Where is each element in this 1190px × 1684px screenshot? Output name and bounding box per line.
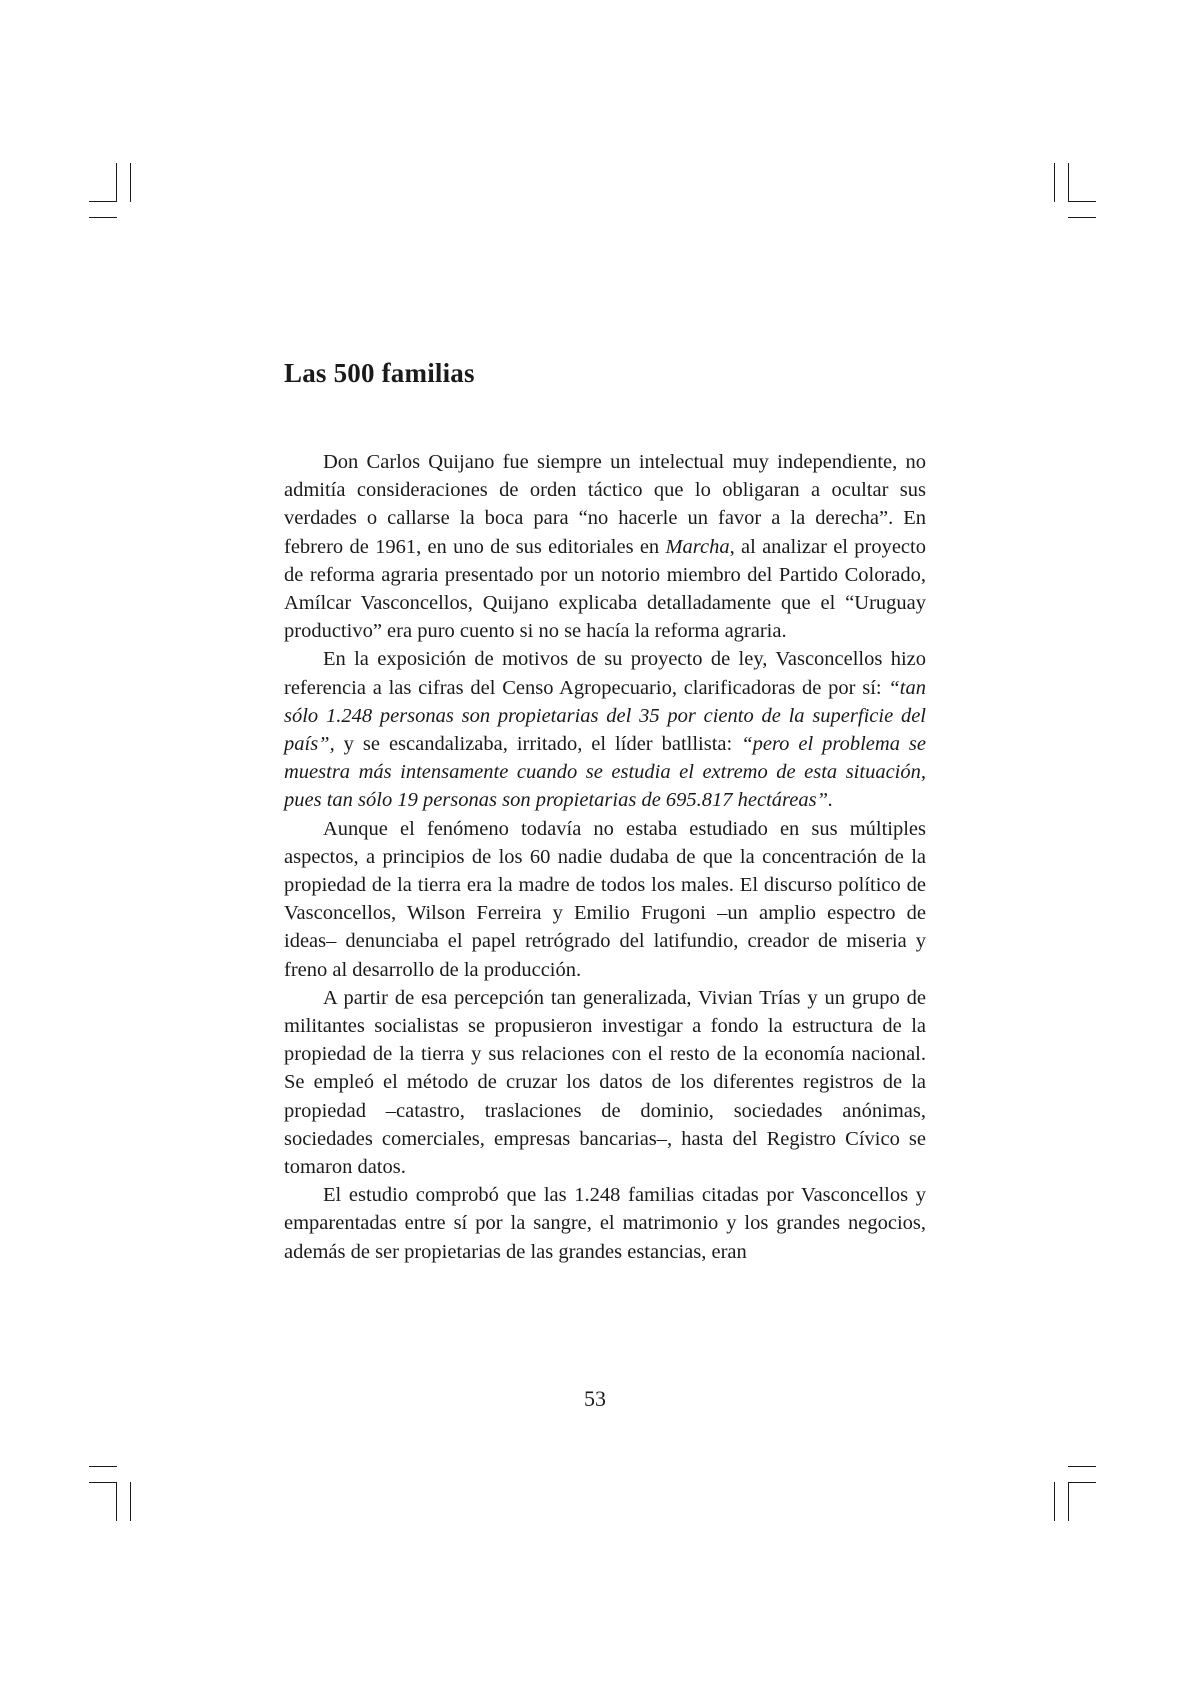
- crop-mark: [89, 1466, 117, 1467]
- text-segment: El estudio comprobó que las 1.248 familias citadas por Vasconcellos y emparentadas entre sí por la sangre, el matrimonio y los grandes negocios, además de ser propietarias de las grandes estancias, eran: [284, 1184, 926, 1263]
- italic-text: “tan sólo 1.248 personas son propietarias del 35 por ciento de la superficie del país”,: [284, 676, 926, 756]
- crop-mark: [1054, 1482, 1055, 1521]
- chapter-title: Las 500 familias: [284, 358, 475, 388]
- text-segment: En la exposición de motivos de su proyecto de ley, Vasconcellos hizo referencia a las cifras del Censo Agropecuario, clarificadoras de por sí:: [284, 648, 926, 699]
- crop-mark: [1068, 217, 1096, 218]
- crop-mark: [1068, 1482, 1096, 1483]
- crop-mark: [1068, 201, 1096, 202]
- crop-mark: [116, 163, 117, 202]
- text-segment: Don Carlos Quijano fue siempre un intelectual muy independiente, no admitía consideraciones de orden táctico que lo obligaran a ocultar sus verdades o callarse la boca para “no hacerle un favor a la derecha”. En febrero de 1961, en uno de sus editoriales en: [284, 451, 926, 558]
- italic-text: “pero el problema se muestra más intensamente cuando se estudia el extremo de esta situación, pues tan sólo 19 personas son propietarias de 695.817 hectáreas”.: [284, 733, 927, 812]
- body-text: [284, 448, 926, 1266]
- crop-mark: [89, 1482, 117, 1483]
- crop-mark: [116, 1482, 117, 1521]
- paragraph: [284, 1181, 926, 1266]
- text-segment: y se escandalizaba, irritado, el líder batllista:: [334, 733, 742, 756]
- page-number: 53: [584, 1386, 606, 1411]
- paragraph: [284, 645, 926, 814]
- paragraph: [284, 448, 926, 645]
- paragraph: [284, 815, 926, 984]
- crop-mark: [1068, 1482, 1069, 1521]
- paragraph: [284, 984, 926, 1181]
- crop-mark: [130, 163, 131, 202]
- text-segment: Aunque el fenómeno todavía no estaba estudiado en sus múltiples aspectos, a principios de los 60 nadie dudaba de que la concentración de la propiedad de la tierra era la madre de todos los males. El discurso político de Vasconcellos, Wilson Ferreira y Emilio Frugoni –un amplio espectro de ideas– denunciaba el papel retrógrado del latifundio, creador de miseria y freno al desarrollo de la producción.: [284, 817, 926, 981]
- crop-mark: [89, 217, 117, 218]
- crop-mark: [1054, 163, 1055, 202]
- crop-mark: [130, 1482, 131, 1521]
- text-segment: , al analizar el proyecto de reforma agraria presentado por un notorio miembro del Partido Colorado, Amílcar Vasconcellos, Quijano explicaba detalladamente que el “Uruguay productivo” era puro cuento si no se hacía la reforma agraria.: [284, 535, 926, 643]
- crop-mark: [1068, 163, 1069, 202]
- italic-text: Marcha: [665, 535, 730, 558]
- crop-mark: [1068, 1466, 1096, 1467]
- text-segment: A partir de esa percepción tan generalizada, Vivian Trías y un grupo de militantes socialistas se propusieron investigar a fondo la estructura de la propiedad de la tierra y sus relaciones con el resto de la economía nacional. Se empleó el método de cruzar los datos de los diferentes registros de la propiedad –catastro, traslaciones de dominio, sociedades anónimas, sociedades comerciales, empresas bancarias–, hasta del Registro Cívico se tomaron datos.: [284, 986, 926, 1179]
- crop-mark: [89, 201, 117, 202]
